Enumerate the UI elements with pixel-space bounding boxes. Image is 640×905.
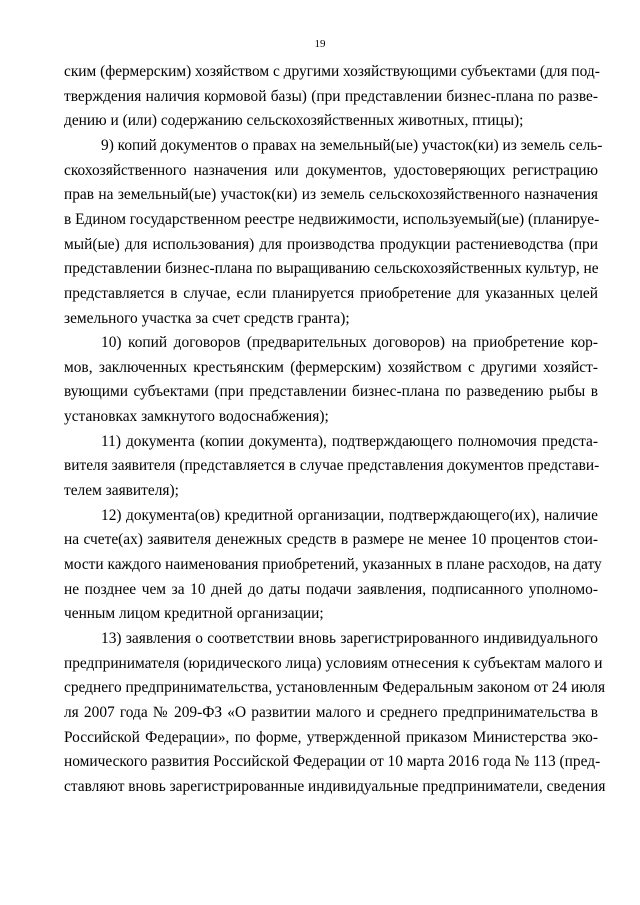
text-line: мости каждого наименования приобретений, указанных в плане расходов, на дату: [64, 556, 602, 573]
text-line: прав на земельный(ые) участок(ки) из земель сельскохозяйственного назначения: [64, 186, 598, 204]
text-line: в Едином государственном реестре недвижимости, используемый(ые) (планируе-: [64, 210, 600, 228]
text-line: установках замкнутого водоснабжения);: [64, 408, 329, 426]
text-line: ченным лицом кредитной организации;: [64, 605, 324, 623]
text-line: на счете(ах) заявителя денежных средств в размере не менее 10 процентов стои-: [64, 531, 598, 549]
text-line: дению и (или) содержанию сельскохозяйственных животных, птицы);: [64, 112, 524, 130]
text-line: предпринимателя (юридического лица) условиям отнесения к субъектам малого и: [64, 654, 603, 672]
text-line: представлении бизнес-плана по выращиванию сельскохозяйственных культур, не: [64, 260, 599, 278]
text-line: номического развития Российской Федерации от 10 марта 2016 года № 113 (пред-: [64, 753, 601, 771]
text-line: 10) копий договоров (предварительных договоров) на приобретение кор-: [101, 334, 598, 352]
text-line: ским (фермерским) хозяйством с другими хозяйствующими субъектами (для под-: [64, 63, 600, 80]
page-number: 19: [314, 38, 326, 50]
text-line: представляется в случае, если планируется приобретение для указанных целей: [64, 284, 598, 302]
text-line: не позднее чем за 10 дней до даты подачи заявления, подписанного уполномо-: [64, 580, 598, 598]
text-line: 12) документа(ов) кредитной организации, подтверждающего(их), наличие: [101, 506, 598, 524]
text-line: ля 2007 года № 209-ФЗ «О развитии малого и среднего предпринимательства в: [64, 703, 598, 721]
text-line: тверждения наличия кормовой базы) (при представлении бизнес-плана по разве-: [64, 87, 598, 105]
text-line: скохозяйственного назначения или документов, удостоверяющих регистрацию: [64, 161, 598, 179]
text-line: среднего предпринимательства, установленным Федеральным законом от 24 июля: [64, 679, 606, 697]
text-line: ставляют вновь зарегистрированные индивидуальные предприниматели, сведения: [64, 777, 606, 795]
text-line: мый(ые) для использования) для производства продукции растениеводства (при: [64, 235, 598, 253]
text-line: 13) заявления о соответствии вновь зарегистрированного индивидуального: [101, 629, 598, 647]
text-line: 11) документа (копии документа), подтверждающего полномочия предста-: [101, 432, 598, 450]
text-line: 9) копий документов о правах на земельный(ые) участок(ки) из земель сель-: [101, 136, 603, 154]
text-line: вующими субъектами (при представлении бизнес-плана по разведению рыбы в: [64, 383, 598, 401]
text-line: телем заявителя);: [64, 482, 179, 499]
text-line: мов, заключенных крестьянским (фермерским) хозяйством с другими хозяйст-: [64, 358, 598, 376]
text-line: земельного участка за счет средств гранта);: [64, 309, 350, 327]
text-line: Российской Федерации», по форме, утвержденной приказом Министерства эко-: [64, 728, 598, 746]
text-line: вителя заявителя (представляется в случае представления документов представи-: [64, 457, 600, 475]
